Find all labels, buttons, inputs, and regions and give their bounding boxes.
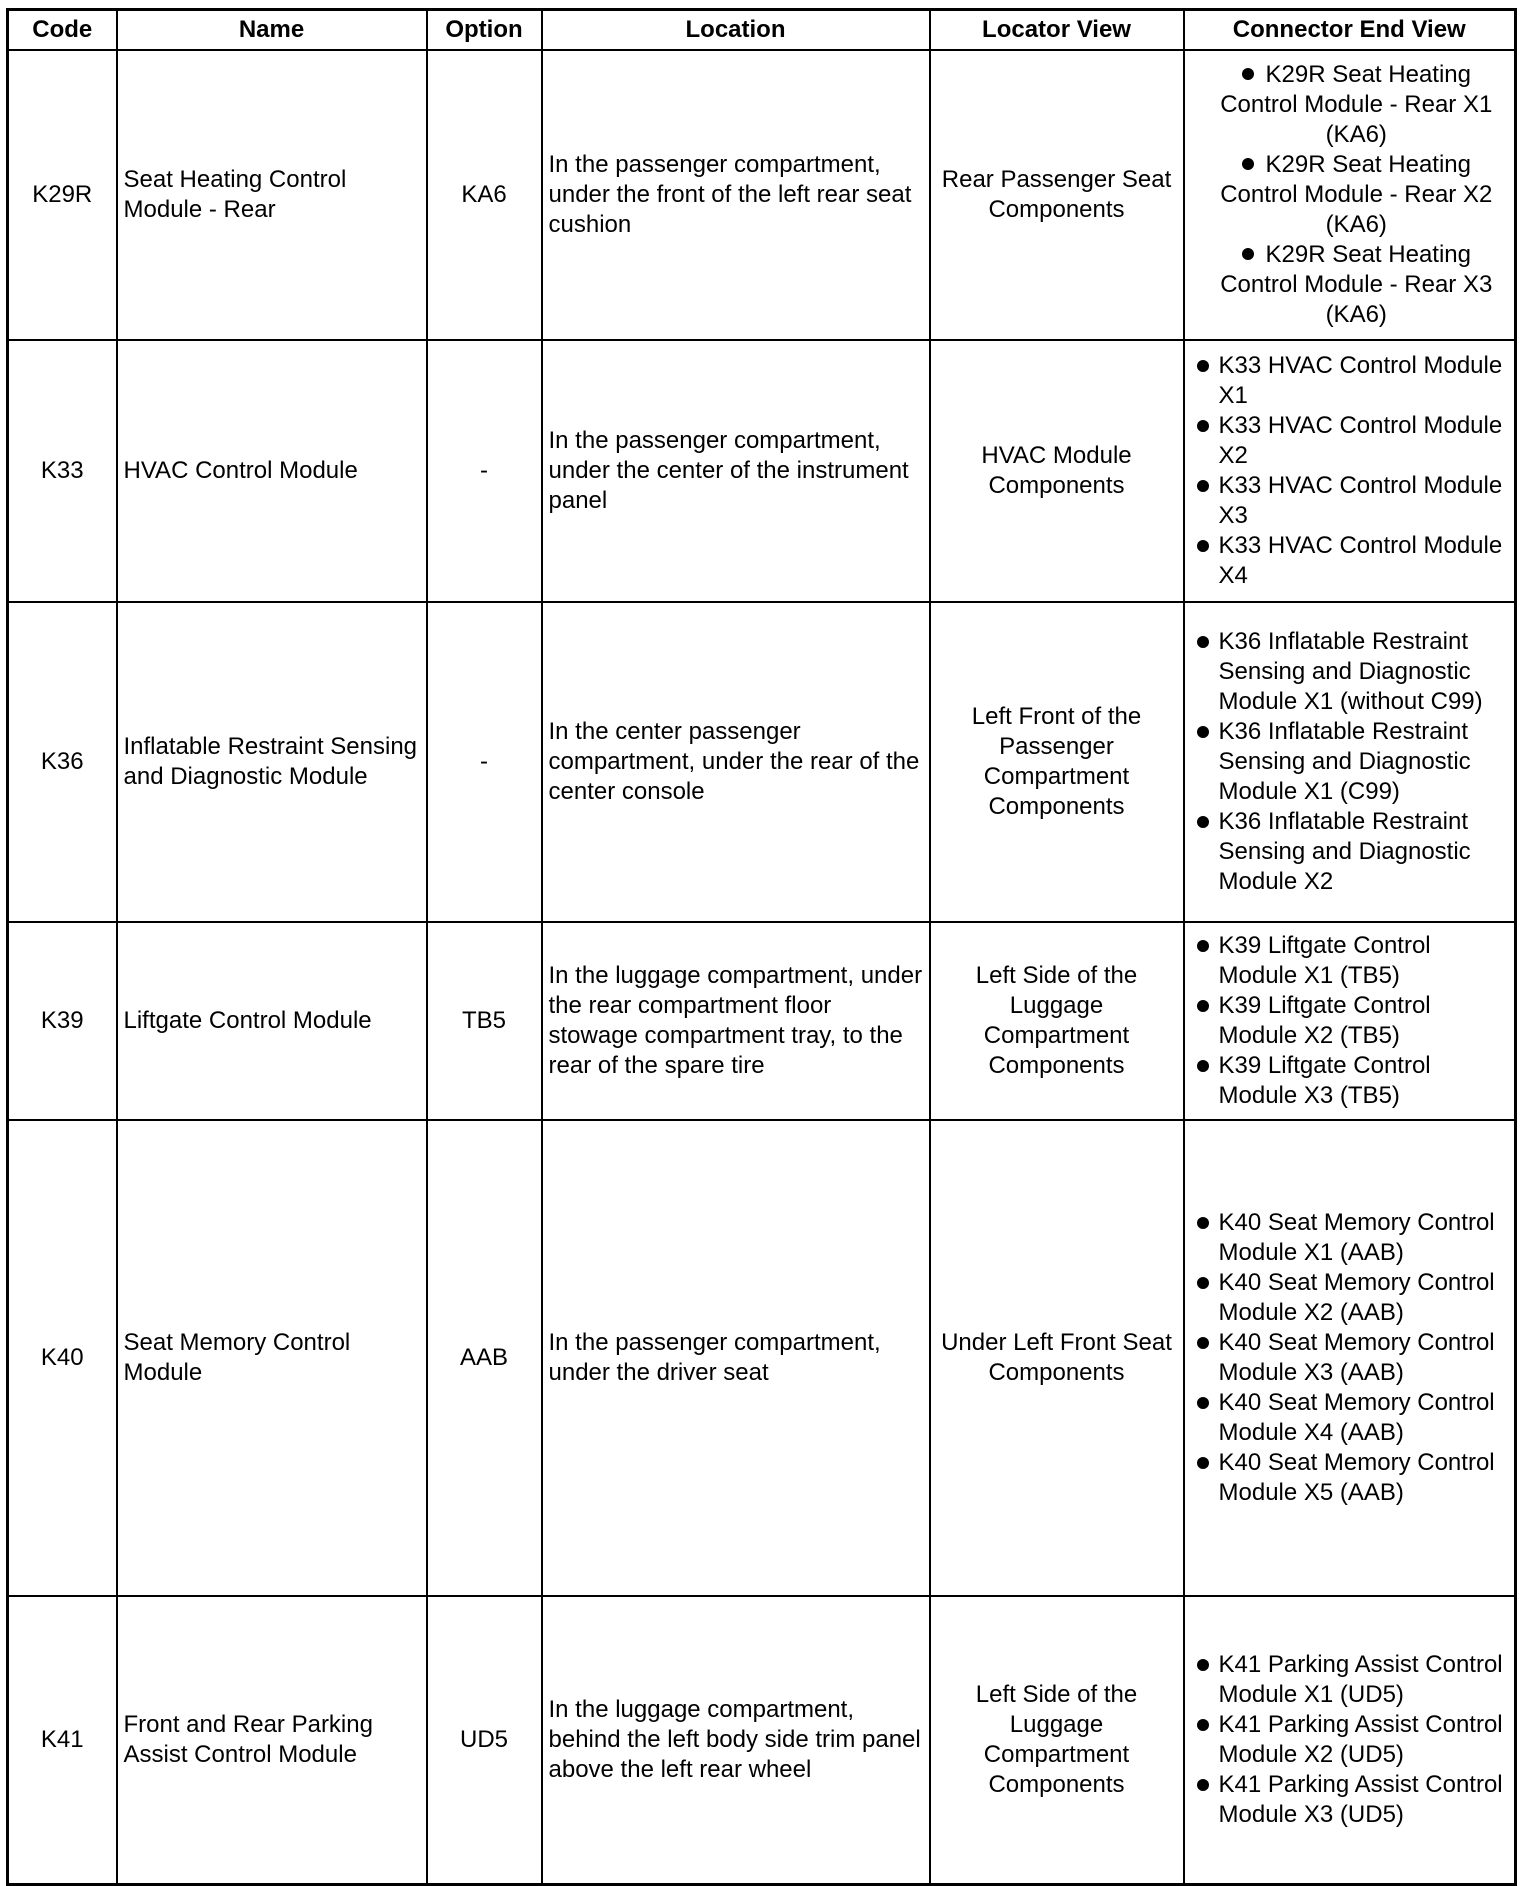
- bullet-icon: [1197, 1457, 1209, 1469]
- connector-cell: [1184, 922, 1516, 1120]
- connector-label: K40 Seat Memory Control Module X2 (AAB): [1218, 1269, 1495, 1326]
- location-cell: In the center passenger compartment, under the rear of the center console: [542, 602, 930, 922]
- connector-item[interactable]: [1189, 627, 1511, 717]
- locator-view-link[interactable]: HVAC Module Components: [930, 340, 1184, 602]
- connector-item[interactable]: [1189, 531, 1511, 591]
- table-header-row: [8, 10, 1516, 51]
- connector-label: K39 Liftgate Control Module X1 (TB5): [1218, 932, 1431, 989]
- name-cell: HVAC Control Module: [117, 340, 427, 602]
- locator-view-link[interactable]: Rear Passenger Seat Components: [930, 50, 1184, 340]
- connector-item[interactable]: [1189, 351, 1511, 411]
- connector-item[interactable]: [1189, 931, 1511, 991]
- connector-label: K39 Liftgate Control Module X3 (TB5): [1218, 1052, 1431, 1109]
- connector-item[interactable]: [1189, 1388, 1511, 1448]
- bullet-icon: [1197, 1217, 1209, 1229]
- bullet-icon: [1197, 816, 1209, 828]
- name-cell: Inflatable Restraint Sensing and Diagnostic Module: [117, 602, 427, 922]
- header-locator-view: Locator View: [930, 10, 1184, 51]
- bullet-icon: [1197, 1719, 1209, 1731]
- name-cell: Seat Heating Control Module - Rear: [117, 50, 427, 340]
- connector-item[interactable]: [1189, 1770, 1511, 1830]
- table-row: [8, 340, 1516, 602]
- connector-label: K40 Seat Memory Control Module X3 (AAB): [1218, 1329, 1495, 1386]
- bullet-icon: [1197, 636, 1209, 648]
- connector-list: [1189, 1208, 1511, 1508]
- connector-item[interactable]: [1189, 1710, 1511, 1770]
- option-cell: TB5: [427, 922, 542, 1120]
- code-cell: K29R: [8, 50, 117, 340]
- connector-item[interactable]: [1189, 1208, 1511, 1268]
- code-cell: K40: [8, 1120, 117, 1596]
- connector-item[interactable]: [1189, 1650, 1511, 1710]
- bullet-icon: [1197, 1277, 1209, 1289]
- locator-view-link[interactable]: Left Side of the Luggage Compartment Components: [930, 1596, 1184, 1884]
- bullet-icon: [1197, 726, 1209, 738]
- connector-cell: [1184, 340, 1516, 602]
- connector-label: K33 HVAC Control Module X1: [1218, 352, 1503, 409]
- locator-view-link[interactable]: Left Front of the Passenger Compartment Components: [930, 602, 1184, 922]
- location-cell: In the passenger compartment, under the driver seat: [542, 1120, 930, 1596]
- connector-cell: [1184, 1120, 1516, 1596]
- header-code: Code: [8, 10, 117, 51]
- connector-label: K29R Seat Heating Control Module - Rear X2 (KA6): [1220, 151, 1493, 238]
- table-row: [8, 1120, 1516, 1596]
- connector-cell: [1184, 602, 1516, 922]
- header-connector-end-view: Connector End View: [1184, 10, 1516, 51]
- bullet-icon: [1197, 1060, 1209, 1072]
- locator-view-link[interactable]: Under Left Front Seat Components: [930, 1120, 1184, 1596]
- connector-item[interactable]: [1189, 991, 1511, 1051]
- table-row: [8, 602, 1516, 922]
- connector-list: [1189, 931, 1511, 1111]
- bullet-icon: [1197, 540, 1209, 552]
- connector-cell: [1184, 1596, 1516, 1884]
- table-row: [8, 1596, 1516, 1884]
- connector-label: K39 Liftgate Control Module X2 (TB5): [1218, 992, 1431, 1049]
- code-cell: K33: [8, 340, 117, 602]
- bullet-icon: [1242, 68, 1254, 80]
- connector-item[interactable]: [1189, 471, 1511, 531]
- connector-item[interactable]: [1189, 240, 1511, 330]
- table-row: [8, 50, 1516, 340]
- bullet-icon: [1197, 1659, 1209, 1671]
- bullet-icon: [1197, 1397, 1209, 1409]
- connector-item[interactable]: [1189, 411, 1511, 471]
- table-row: [8, 922, 1516, 1120]
- connector-item[interactable]: [1189, 807, 1511, 897]
- header-name: Name: [117, 10, 427, 51]
- connector-label: K33 HVAC Control Module X3: [1218, 472, 1503, 529]
- option-cell: AAB: [427, 1120, 542, 1596]
- name-cell: Liftgate Control Module: [117, 922, 427, 1120]
- connector-label: K41 Parking Assist Control Module X3 (UD5): [1218, 1770, 1503, 1828]
- connector-list: [1189, 627, 1511, 897]
- option-cell: -: [427, 340, 542, 602]
- component-locator-table: [6, 8, 1517, 1886]
- option-cell: -: [427, 602, 542, 922]
- code-cell: K39: [8, 922, 117, 1120]
- connector-label: K36 Inflatable Restraint Sensing and Diagnostic Module X1 (C99): [1218, 718, 1471, 805]
- name-cell: Seat Memory Control Module: [117, 1120, 427, 1596]
- header-option: Option: [427, 10, 542, 51]
- connector-label: K33 HVAC Control Module X2: [1218, 412, 1503, 469]
- connector-label: K36 Inflatable Restraint Sensing and Diagnostic Module X1 (without C99): [1218, 628, 1483, 715]
- bullet-icon: [1197, 1337, 1209, 1349]
- bullet-icon: [1197, 420, 1209, 432]
- connector-label: K33 HVAC Control Module X4: [1218, 532, 1503, 589]
- connector-list: [1189, 351, 1511, 591]
- connector-label: K36 Inflatable Restraint Sensing and Diagnostic Module X2: [1218, 808, 1471, 895]
- connector-cell: [1184, 50, 1516, 340]
- bullet-icon: [1197, 1779, 1209, 1791]
- connector-item[interactable]: [1189, 717, 1511, 807]
- connector-item[interactable]: [1189, 60, 1511, 150]
- location-cell: In the luggage compartment, under the rear compartment floor stowage compartment tray, to the rear of the spare tire: [542, 922, 930, 1120]
- bullet-icon: [1197, 940, 1209, 952]
- connector-label: K29R Seat Heating Control Module - Rear X1 (KA6): [1220, 61, 1493, 148]
- option-cell: KA6: [427, 50, 542, 340]
- bullet-icon: [1242, 158, 1254, 170]
- connector-label: K40 Seat Memory Control Module X5 (AAB): [1218, 1449, 1495, 1506]
- name-cell: Front and Rear Parking Assist Control Module: [117, 1596, 427, 1884]
- connector-item[interactable]: [1189, 1328, 1511, 1388]
- location-cell: In the passenger compartment, under the center of the instrument panel: [542, 340, 930, 602]
- bullet-icon: [1242, 248, 1254, 260]
- connector-label: K41 Parking Assist Control Module X1 (UD5): [1218, 1650, 1503, 1708]
- header-location: Location: [542, 10, 930, 51]
- connector-item[interactable]: [1189, 1448, 1511, 1508]
- connector-label: K29R Seat Heating Control Module - Rear X3 (KA6): [1220, 241, 1493, 328]
- connector-item[interactable]: [1189, 1268, 1511, 1328]
- code-cell: K36: [8, 602, 117, 922]
- connector-list: [1189, 60, 1511, 330]
- locator-view-link[interactable]: Left Side of the Luggage Compartment Components: [930, 922, 1184, 1120]
- bullet-icon: [1197, 1000, 1209, 1012]
- code-cell: K41: [8, 1596, 117, 1884]
- bullet-icon: [1197, 480, 1209, 492]
- connector-label: K40 Seat Memory Control Module X1 (AAB): [1218, 1209, 1495, 1266]
- component-locator-table-wrapper: [6, 8, 1514, 1886]
- connector-list: [1189, 1650, 1511, 1830]
- connector-item[interactable]: [1189, 1051, 1511, 1111]
- option-cell: UD5: [427, 1596, 542, 1884]
- connector-item[interactable]: [1189, 150, 1511, 240]
- location-cell: In the luggage compartment, behind the left body side trim panel above the left rear wheel: [542, 1596, 930, 1884]
- location-cell: In the passenger compartment, under the front of the left rear seat cushion: [542, 50, 930, 340]
- connector-label: K40 Seat Memory Control Module X4 (AAB): [1218, 1389, 1495, 1446]
- connector-label: K41 Parking Assist Control Module X2 (UD5): [1218, 1710, 1503, 1768]
- bullet-icon: [1197, 360, 1209, 372]
